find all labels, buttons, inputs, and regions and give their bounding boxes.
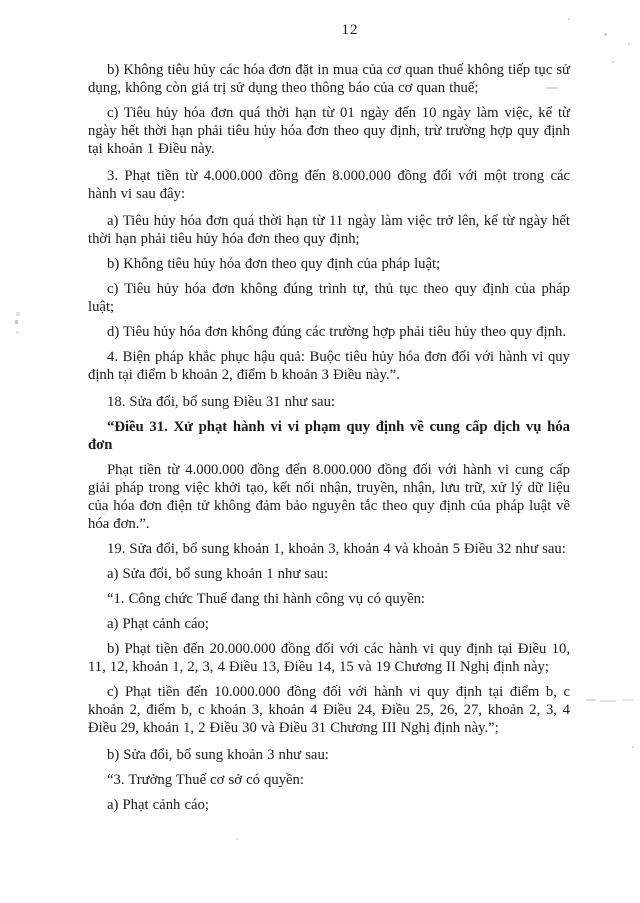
scan-speck: [16, 312, 20, 316]
paragraph-item-19-point-a: a) Sửa đổi, bổ sung khoản 1 như sau:: [107, 566, 329, 582]
scan-speck: [612, 61, 614, 63]
paragraph-dieu-31-body: Phạt tiền từ 4.000.000 đồng đến 8.000.000 đồng đối với hành vi cung cấp giải pháp trong việc khởi tạo, kết nối nhận, truyền, nhận, lưu trữ, xử lý dữ liệu của hóa đơn điện tử không đảm bảo nguyên tắc theo quy định của pháp luật về hóa đơn.”.: [88, 462, 570, 532]
scan-speck: [236, 838, 238, 840]
paragraph-item-19-point-b: b) Sửa đổi, bổ sung khoản 3 như sau:: [107, 747, 329, 763]
paragraph-khoan4-remedy: 4. Biện pháp khắc phục hậu quả: Buộc tiêu hủy hóa đơn đối với hành vi quy định tại điểm b khoản 2, điểm b khoản 3 Điều này.”.: [88, 349, 570, 383]
scan-smudge: [600, 700, 616, 702]
paragraph-khoan3-point-c: c) Tiêu hủy hóa đơn không đúng trình tự, thủ tục theo quy định của pháp luật;: [88, 281, 570, 315]
paragraph-khoan3-point-b: b) Không tiêu hủy hóa đơn theo quy định của pháp luật;: [107, 256, 441, 272]
paragraph-khoan3-point-a: a) Tiêu hủy hóa đơn quá thời hạn từ 11 ngày làm việc trở lên, kể từ ngày hết thời hạn phải tiêu hủy hóa đơn theo quy định;: [88, 213, 570, 247]
paragraph-khoan3-point-d: d) Tiêu hủy hóa đơn không đúng các trường hợp phải tiêu hủy theo quy định.: [107, 324, 567, 340]
paragraph-dieu-31-heading: “Điều 31. Xử phạt hành vi vi phạm quy định về cung cấp dịch vụ hóa đơn: [88, 419, 570, 453]
scan-speck: [568, 18, 570, 20]
scan-speck: [15, 320, 18, 324]
scan-smudge: [545, 87, 559, 89]
paragraph-item-19: 19. Sửa đổi, bổ sung khoản 1, khoản 3, khoản 4 và khoản 5 Điều 32 như sau:: [107, 541, 566, 557]
scan-speck: [16, 331, 19, 334]
paragraph-khoan3-intro: 3. Phạt tiền từ 4.000.000 đồng đến 8.000.000 đồng đối với một trong các hành vi sau đây:: [88, 168, 570, 202]
scan-speck: [632, 746, 634, 748]
scan-speck: [604, 33, 607, 36]
paragraph-khoan3-point-a2: a) Phạt cảnh cáo;: [107, 797, 209, 813]
document-body: [88, 61, 570, 821]
paragraph-khoan1-intro: “1. Công chức Thuế đang thi hành công vụ có quyền:: [107, 591, 426, 607]
scan-smudge: [622, 699, 634, 701]
paragraph-khoan1-point-a: a) Phạt cảnh cáo;: [107, 616, 209, 632]
paragraph-point-c-khoan2: c) Tiêu hủy hóa đơn quá thời hạn từ 01 ngày đến 10 ngày làm việc, kể từ ngày hết thời hạn phải tiêu hủy hóa đơn theo quy định, trừ trường hợp quy định tại khoản 1 Điều này.: [88, 105, 570, 157]
paragraph-khoan1-point-b: b) Phạt tiền đến 20.000.000 đồng đối với các hành vi quy định tại Điều 10, 11, 12, khoản 1, 2, 3, 4 Điều 13, Điều 14, 15 và 19 Chương II Nghị định này;: [88, 641, 570, 675]
page-number: 12: [341, 22, 359, 38]
paragraph-khoan3-truong-thue: “3. Trưởng Thuế cơ sở có quyền:: [107, 772, 304, 788]
scan-smudge: [586, 699, 596, 701]
paragraph-point-b-khoan2: b) Không tiêu hủy các hóa đơn đặt in mua của cơ quan thuế không tiếp tục sử dụng, không còn giá trị sử dụng theo thông báo của cơ quan thuế;: [88, 62, 570, 96]
paragraph-khoan1-point-c: c) Phạt tiền đến 10.000.000 đồng đối với hành vi quy định tại điểm b, c khoản 2, điểm b, c khoản 3, khoản 4 Điều 24, Điều 25, 26, 27, khoản 2, 3, 4 Điều 29, khoản 1, 2 Điều 30 và Điều 31 Chương III Nghị định này.”;: [88, 684, 570, 736]
scan-speck: [628, 43, 630, 45]
paragraph-item-18: 18. Sửa đổi, bổ sung Điều 31 như sau:: [107, 394, 336, 410]
scan-speck: [104, 513, 106, 515]
